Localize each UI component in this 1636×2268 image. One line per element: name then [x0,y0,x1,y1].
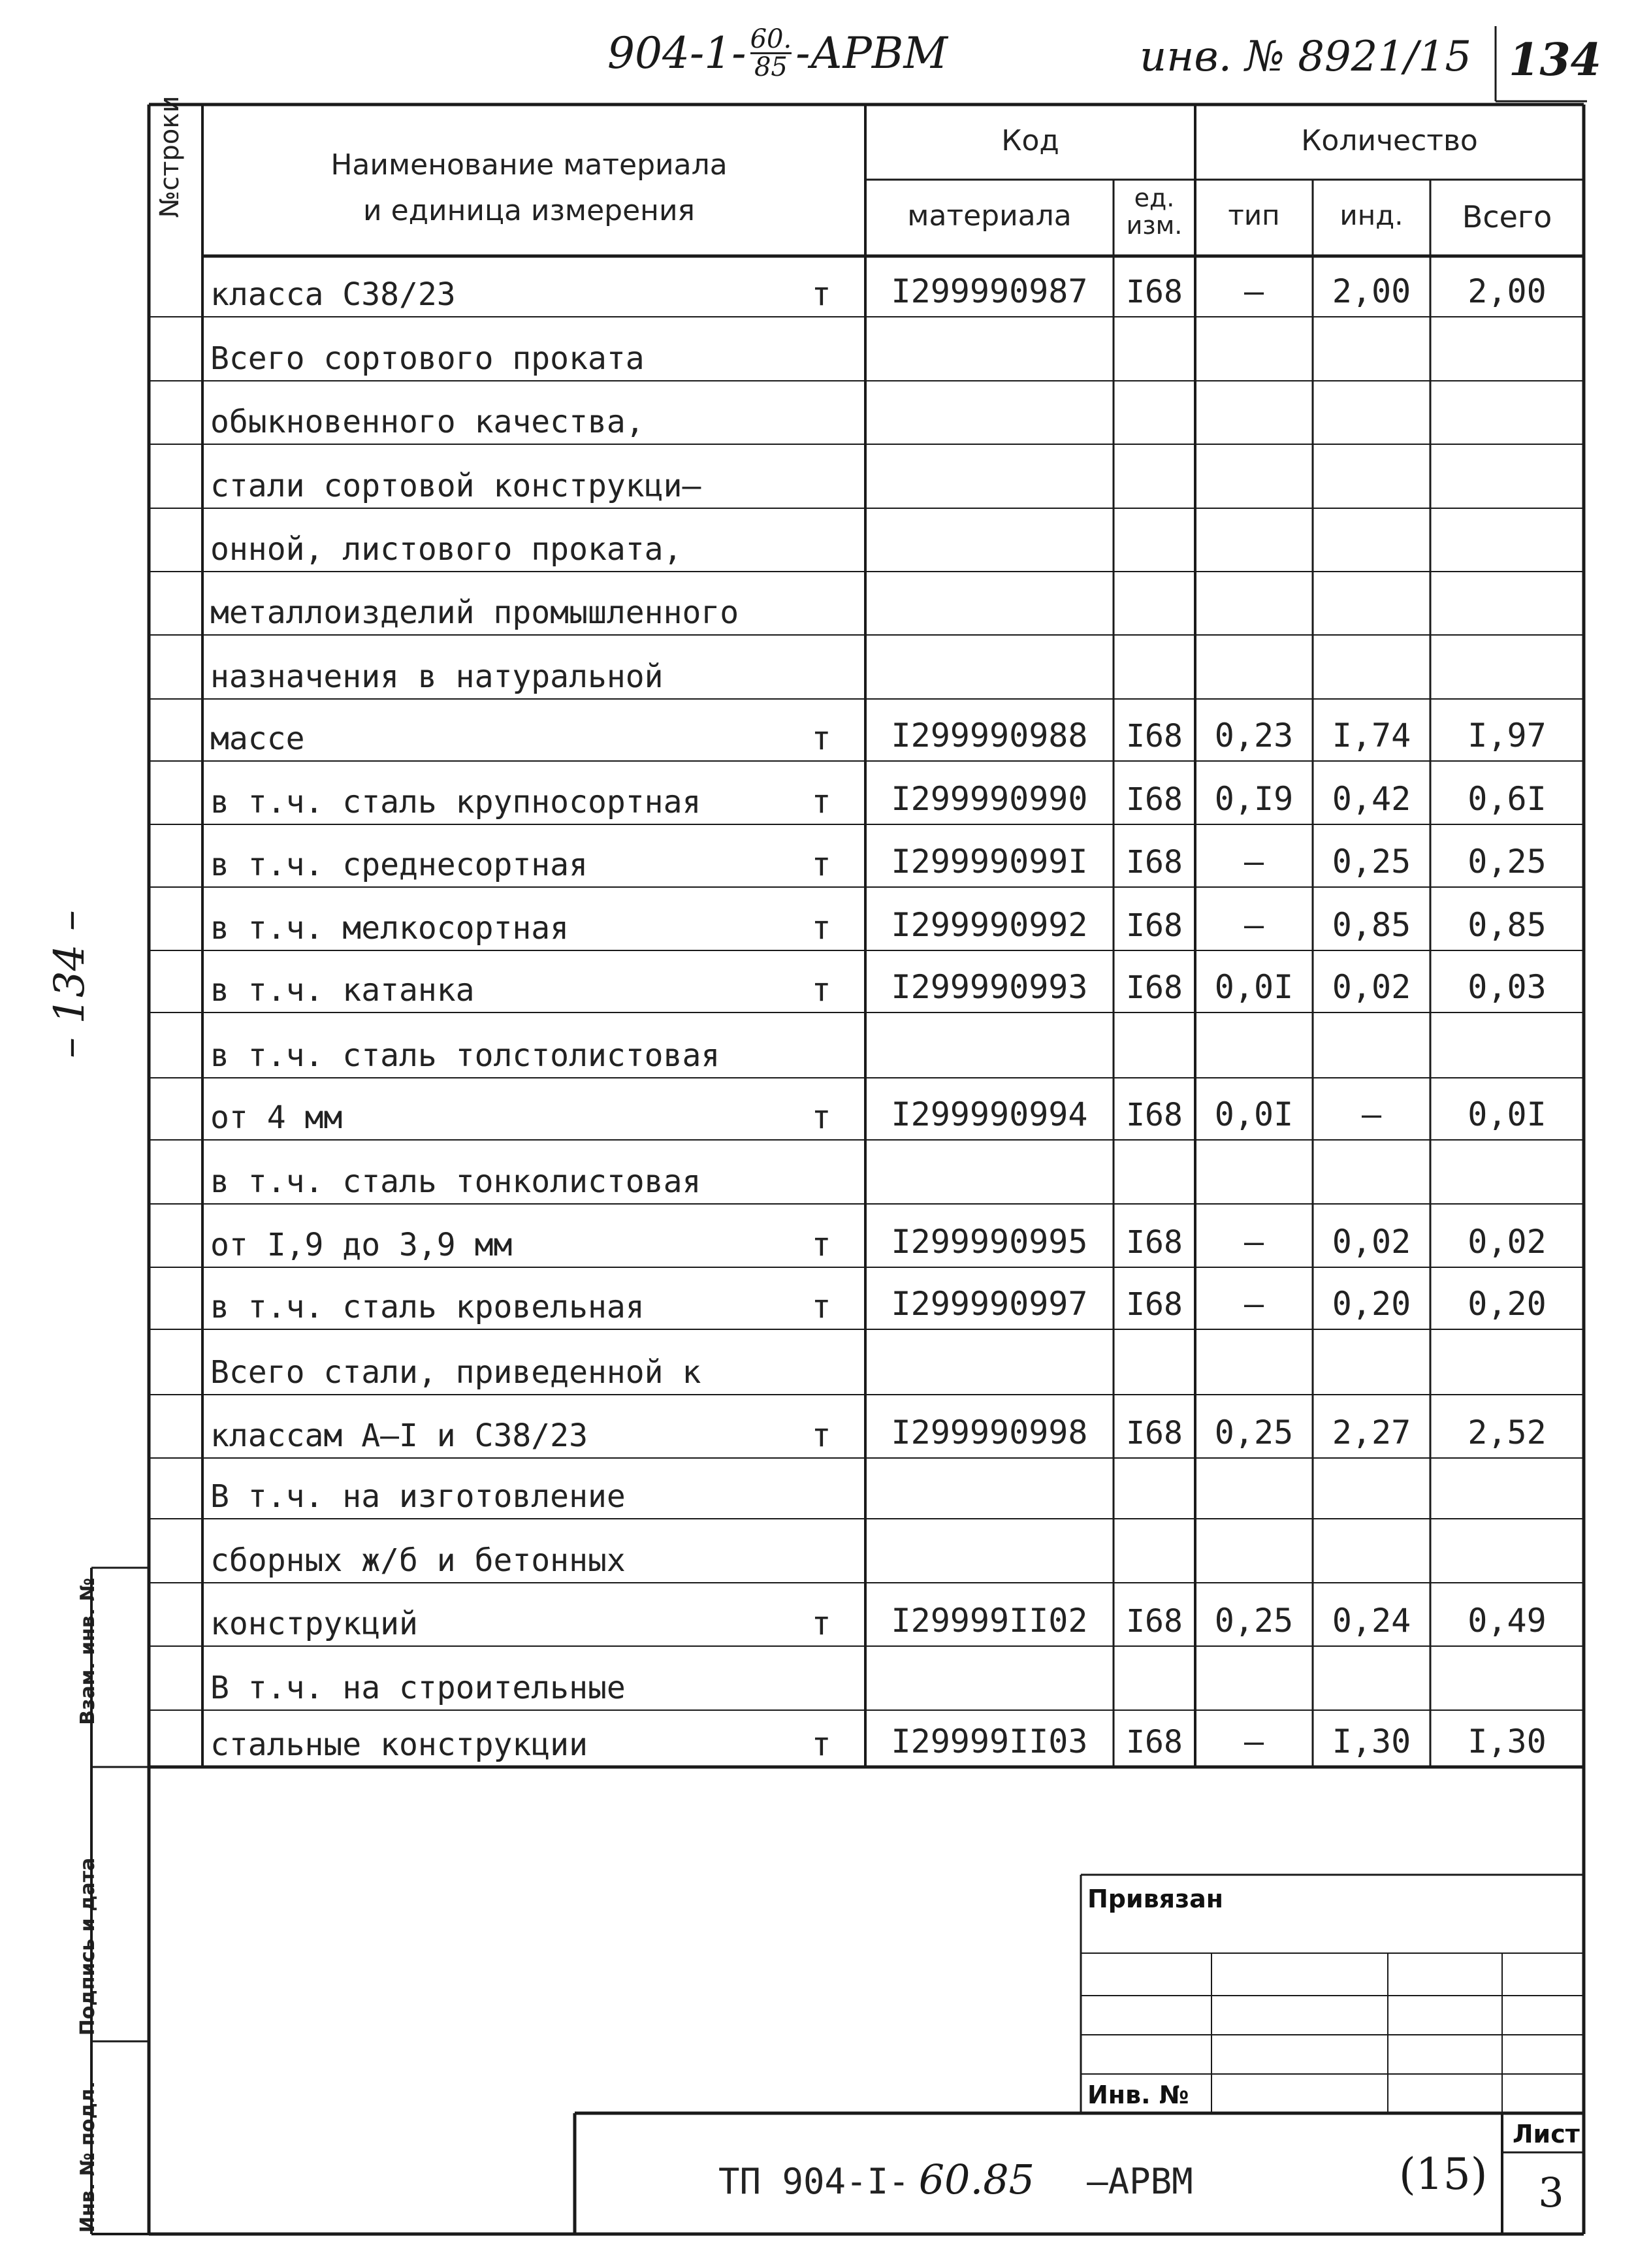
table-row [0,572,1636,635]
material-name-cell: назначения в натуральной [210,658,664,695]
unit-cell: т [811,275,831,313]
unit-code-cell: I68 [1126,718,1183,754]
material-name-cell: сборных ж/б и бетонных [210,1542,626,1579]
qty-total-cell [1430,635,1584,699]
row-number-cell [149,635,202,699]
qty-total-cell: 0,25 [1468,843,1547,881]
row-number-cell [149,572,202,635]
material-code-cell [865,1329,1114,1395]
table-row [0,1140,1636,1204]
material-name-cell: в т.ч. катанка [210,972,475,1009]
unit-code-cell [1114,381,1195,444]
qty-total-cell [1430,444,1584,508]
row-number-cell [149,1012,202,1078]
row-number-cell [149,1458,202,1519]
row-number-cell [149,1583,202,1646]
qty-ind-cell [1313,381,1430,444]
unit-code-cell [1114,1012,1195,1078]
qty-type-cell [1195,508,1313,572]
qty-total-cell: 0,0I [1468,1095,1547,1133]
qty-total-cell: 0,49 [1468,1602,1547,1640]
table-row [0,1519,1636,1583]
material-code-cell: I299990987 [891,272,1088,310]
unit-cell: т [811,1225,831,1263]
table-row [0,1267,1636,1329]
material-name-cell: Всего сортового проката [210,340,645,377]
material-name-cell: от I,9 до 3,9 мм [210,1227,513,1263]
col-header-quantity: Количество [1301,124,1478,157]
col-header-qty-ind: инд. [1339,199,1403,231]
qty-total-cell: 0,02 [1468,1223,1547,1261]
table-row [0,950,1636,1012]
table-row [0,1583,1636,1646]
col-header-material: материала [907,199,1072,233]
unit-cell [777,444,865,508]
side-label-inv-podl: Инв. № подл. [76,2081,99,2233]
qty-total-cell: 0,85 [1468,906,1547,944]
qty-ind-cell [1313,1646,1430,1710]
qty-type-cell: – [1243,1723,1264,1760]
qty-total-cell [1430,381,1584,444]
unit-code-cell [1114,1458,1195,1519]
unit-cell: т [811,909,831,947]
qty-type-cell [1195,317,1313,381]
table-row [0,1395,1636,1458]
material-name-cell: классам А–I и С38/23 [210,1418,588,1454]
material-code-cell: I29999099I [891,843,1088,881]
row-number-cell [149,824,202,887]
qty-total-cell [1430,572,1584,635]
unit-cell [777,381,865,444]
row-number-cell [149,1395,202,1458]
unit-code-cell: I68 [1126,1097,1183,1133]
row-number-cell [149,256,202,317]
material-code-cell [865,444,1114,508]
qty-type-cell [1195,635,1313,699]
qty-ind-cell [1313,1140,1430,1204]
row-number-cell [149,1329,202,1395]
doc-code-base: 904-1- [607,28,746,78]
row-number-cell [149,508,202,572]
unit-code-cell [1114,572,1195,635]
table-row [0,1646,1636,1710]
material-code-cell: I299990988 [891,717,1088,754]
doc-code-suffix: -АРВМ [795,28,948,78]
qty-total-cell [1430,1519,1584,1583]
row-number-cell [149,1646,202,1710]
qty-type-cell: – [1243,1223,1264,1261]
table-row [0,1458,1636,1519]
qty-ind-cell: – [1361,1095,1382,1133]
table-row [0,887,1636,950]
unit-code-cell: I68 [1126,274,1183,310]
qty-total-cell [1430,1012,1584,1078]
qty-total-cell: 2,00 [1468,272,1547,310]
row-number-cell [149,1078,202,1140]
unit-cell [777,572,865,635]
material-name-cell: в т.ч. сталь кровельная [210,1289,645,1325]
stamp-doc-label [718,2156,1193,2203]
unit-cell [777,1646,865,1710]
material-name-cell: стальные конструкции [210,1726,588,1763]
stamp-privyazan-label: Привязан [1087,1885,1224,1913]
unit-cell: т [811,719,831,757]
row-number-cell [149,887,202,950]
qty-total-cell: 0,6I [1468,780,1547,818]
unit-cell [777,508,865,572]
table-row [0,1078,1636,1140]
material-code-cell [865,635,1114,699]
material-name-cell: в т.ч. сталь крупносортная [210,784,701,820]
col-header-row-no: №строки [155,95,185,218]
table-row [0,508,1636,572]
col-header-name-line2: и единица измерения [362,194,696,227]
table-row [0,635,1636,699]
material-name-cell: массе [210,721,305,757]
stamp-doc-hand: 60.85 [918,2156,1035,2203]
material-code-cell [865,317,1114,381]
inventory-number: инв. № 8921/15 [1140,33,1472,81]
table-row [0,1012,1636,1078]
material-code-cell: I299990990 [891,780,1088,818]
unit-cell: т [811,845,831,883]
unit-cell [777,1012,865,1078]
stamp-inv-no-label: Инв. № [1087,2081,1189,2109]
row-number-cell [149,1519,202,1583]
table-row [0,1329,1636,1395]
qty-ind-cell: 0,85 [1332,906,1411,944]
doc-code-numerator: 60. [750,24,792,54]
material-name-cell: в т.ч. сталь тонколистовая [210,1163,701,1200]
unit-code-cell: I68 [1126,844,1183,881]
qty-ind-cell: 2,00 [1332,272,1411,310]
qty-type-cell [1195,1646,1313,1710]
row-number-cell [149,1267,202,1329]
material-name-cell: В т.ч. на изготовление [210,1478,626,1515]
unit-code-cell [1114,1646,1195,1710]
material-code-cell: I299990998 [891,1414,1088,1451]
row-number-cell [149,1140,202,1204]
col-header-qty-total: Всего [1462,199,1552,235]
material-code-cell [865,1140,1114,1204]
qty-ind-cell [1313,508,1430,572]
qty-total-cell [1430,1140,1584,1204]
material-code-cell: I299990995 [891,1223,1088,1261]
page-number: 134 [1509,34,1601,86]
material-name-cell: Всего стали, приведенной к [210,1354,701,1391]
material-code-cell [865,1012,1114,1078]
material-code-cell [865,508,1114,572]
unit-cell [777,635,865,699]
col-header-name-line1: Наименование материала [330,148,728,182]
qty-total-cell [1430,317,1584,381]
unit-cell [777,1140,865,1204]
unit-code-cell: I68 [1126,1603,1183,1640]
stamp-doc-prefix: ТП 904-I- [718,2161,910,2202]
material-name-cell: в т.ч. среднесортная [210,847,588,883]
unit-cell [777,1329,865,1395]
unit-code-cell [1114,1329,1195,1395]
row-number-cell [149,699,202,761]
material-name-cell: металлоизделий промышленного [210,594,739,631]
qty-ind-cell: 0,20 [1332,1285,1411,1323]
side-label-vzam-inv: Взам. инв. № [76,1578,99,1725]
qty-type-cell [1195,1458,1313,1519]
table-row [0,1710,1636,1767]
qty-total-cell: I,30 [1468,1723,1547,1760]
qty-ind-cell: 0,02 [1332,1223,1411,1261]
qty-ind-cell [1313,444,1430,508]
material-name-cell: в т.ч. сталь толстолистовая [210,1037,720,1074]
qty-ind-cell [1313,635,1430,699]
material-code-cell [865,1646,1114,1710]
material-code-cell [865,1458,1114,1519]
unit-cell: т [811,783,831,820]
qty-ind-cell: 0,02 [1332,968,1411,1006]
stamp-sheet-number: 3 [1538,2169,1564,2216]
material-name-cell: онной, листового проката, [210,531,682,568]
col-header-unit-line2: изм. [1126,211,1183,240]
qty-type-cell [1195,572,1313,635]
unit-code-cell: I68 [1126,1286,1183,1323]
unit-code-cell [1114,444,1195,508]
qty-type-cell: 0,25 [1214,1602,1294,1640]
qty-type-cell: – [1243,1285,1264,1323]
qty-ind-cell: I,74 [1332,717,1411,754]
row-number-cell [149,1204,202,1267]
table-row [0,444,1636,508]
material-name-cell: стали сортовой конструкци– [210,468,701,504]
col-header-code: Код [1001,124,1059,157]
row-number-cell [149,317,202,381]
unit-cell: т [811,1288,831,1325]
qty-ind-cell: 0,25 [1332,843,1411,881]
row-number-cell [149,761,202,824]
table-row [0,381,1636,444]
qty-type-cell: 0,I9 [1214,780,1294,818]
material-name-cell: В т.ч. на строительные [210,1670,626,1706]
qty-ind-cell [1313,1458,1430,1519]
unit-code-cell [1114,1519,1195,1583]
material-code-cell: I299990994 [891,1095,1088,1133]
qty-type-cell: 0,0I [1214,1095,1294,1133]
qty-type-cell: 0,23 [1214,717,1294,754]
qty-type-cell [1195,1012,1313,1078]
material-code-cell: I299990993 [891,968,1088,1006]
material-code-cell: I29999II02 [891,1602,1088,1640]
material-code-cell: I29999II03 [891,1723,1088,1760]
stamp-sheet-label: Лист [1513,2120,1580,2148]
row-number-cell [149,444,202,508]
qty-type-cell: – [1243,843,1264,881]
qty-ind-cell: 0,42 [1332,780,1411,818]
side-label-podpis-data: Подпись и дата [76,1857,99,2036]
unit-code-cell [1114,635,1195,699]
qty-type-cell: 0,25 [1214,1414,1294,1451]
qty-total-cell [1430,1646,1584,1710]
unit-code-cell: I68 [1126,1415,1183,1451]
unit-cell: т [811,971,831,1009]
table-row [0,699,1636,761]
unit-cell [777,1458,865,1519]
qty-type-cell [1195,444,1313,508]
qty-total-cell [1430,1458,1584,1519]
unit-cell: т [811,1604,831,1642]
material-name-cell: обыкновенного качества, [210,404,645,440]
qty-total-cell: I,97 [1468,717,1547,754]
col-header-qty-type: тип [1228,199,1280,231]
qty-type-cell: – [1243,272,1264,310]
stamp-circled-number: (15) [1399,2149,1488,2199]
material-name-cell: класса С38/23 [210,276,456,313]
unit-cell [777,317,865,381]
qty-total-cell: 0,03 [1468,968,1547,1006]
material-code-cell: I299990992 [891,906,1088,944]
qty-total-cell: 2,52 [1468,1414,1547,1451]
unit-code-cell [1114,1140,1195,1204]
doc-code-denominator: 85 [754,52,788,82]
qty-ind-cell: 2,27 [1332,1414,1411,1451]
row-number-cell [149,1710,202,1767]
qty-type-cell [1195,381,1313,444]
table-row [0,761,1636,824]
stamp-doc-suffix: –АРВМ [1087,2161,1193,2202]
unit-code-cell: I68 [1126,1224,1183,1261]
unit-code-cell: I68 [1126,781,1183,818]
table-row [0,317,1636,381]
material-name-cell: в т.ч. мелкосортная [210,910,569,947]
unit-code-cell [1114,508,1195,572]
unit-code-cell: I68 [1126,907,1183,944]
qty-total-cell [1430,1329,1584,1395]
material-name-cell: от 4 мм [210,1099,343,1136]
qty-type-cell: 0,0I [1214,968,1294,1006]
material-code-cell [865,381,1114,444]
qty-ind-cell: 0,24 [1332,1602,1411,1640]
qty-type-cell: – [1243,906,1264,944]
unit-code-cell: I68 [1126,1724,1183,1760]
row-number-cell [149,950,202,1012]
table-row [0,824,1636,887]
col-header-unit-line1: ед. [1134,184,1175,212]
qty-ind-cell [1313,317,1430,381]
unit-cell: т [811,1725,831,1763]
qty-ind-cell [1313,1519,1430,1583]
qty-type-cell [1195,1519,1313,1583]
material-name-cell: конструкций [210,1606,418,1642]
qty-ind-cell [1313,572,1430,635]
qty-ind-cell: I,30 [1332,1723,1411,1760]
qty-total-cell [1430,508,1584,572]
side-page-mark-text: – 134 – [46,910,94,1058]
qty-ind-cell [1313,1012,1430,1078]
material-code-cell: I299990997 [891,1285,1088,1323]
unit-cell [777,1519,865,1583]
row-number-cell [149,381,202,444]
qty-ind-cell [1313,1329,1430,1395]
qty-type-cell [1195,1329,1313,1395]
qty-total-cell: 0,20 [1468,1285,1547,1323]
unit-code-cell: I68 [1126,969,1183,1006]
table-row [0,256,1636,317]
material-code-cell [865,572,1114,635]
table-row [0,1204,1636,1267]
unit-code-cell [1114,317,1195,381]
qty-type-cell [1195,1140,1313,1204]
material-code-cell [865,1519,1114,1583]
unit-cell: т [811,1416,831,1454]
unit-cell: т [811,1098,831,1136]
